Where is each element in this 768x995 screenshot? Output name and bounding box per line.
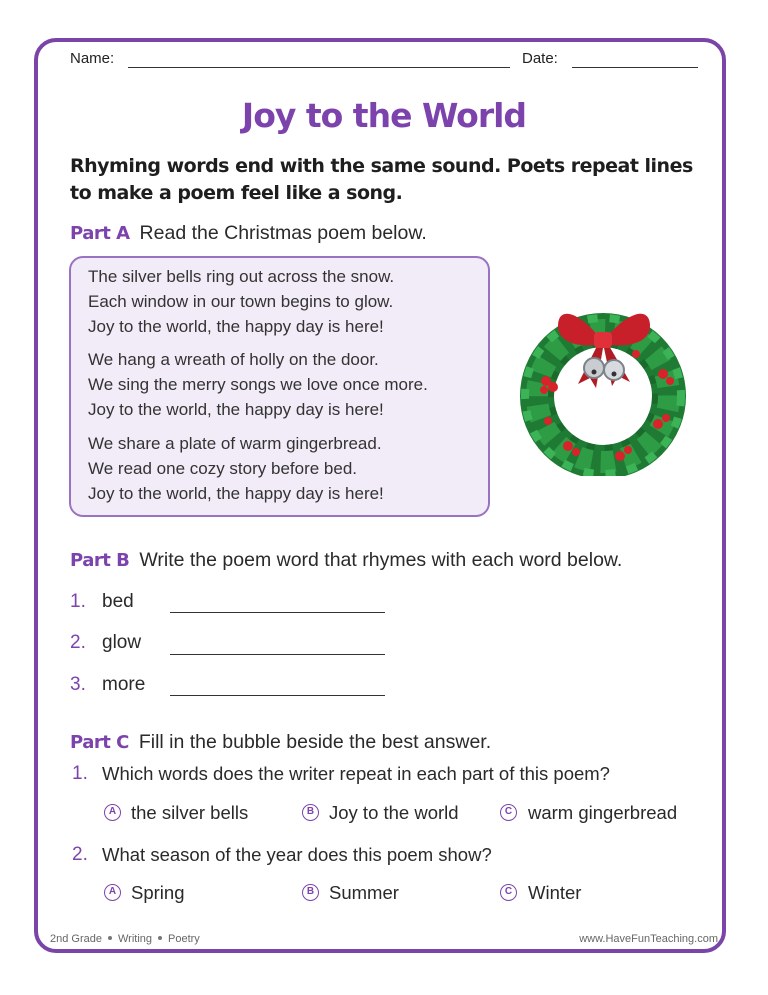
separator-dot <box>108 936 112 940</box>
date-field[interactable] <box>572 67 698 68</box>
question-text: What season of the year does this poem show? <box>102 844 492 865</box>
poem-line: We share a plate of warm gingerbread. <box>88 434 382 453</box>
answer-line[interactable] <box>170 612 385 613</box>
christmas-wreath-icon <box>508 296 698 476</box>
date-label: Date: <box>522 50 558 67</box>
poem-line: We read one cozy story before bed. <box>88 459 358 478</box>
answer-option: Joy to the world <box>329 802 459 823</box>
poem-line: Joy to the world, the happy day is here! <box>88 317 384 336</box>
answer-option: warm gingerbread <box>528 802 678 823</box>
part-c-heading <box>70 731 491 754</box>
poem-line: We sing the merry songs we love once more. <box>88 375 428 394</box>
answer-bubble[interactable]: C <box>500 884 517 901</box>
question-number: 1. <box>72 763 88 784</box>
part-a-heading <box>70 222 427 245</box>
poem-line: The silver bells ring out across the snow. <box>88 267 395 286</box>
footer-grade: 2nd Grade <box>50 933 102 945</box>
rhyme-word: bed <box>102 591 134 612</box>
part-b-heading <box>70 549 622 572</box>
part-c-instruction: Fill in the bubble beside the best answer. <box>138 731 492 753</box>
question-number: 2. <box>72 844 88 865</box>
rhyme-word: more <box>102 674 146 695</box>
answer-option: Spring <box>131 882 185 903</box>
part-a-label: Part A <box>70 223 130 244</box>
answer-bubble[interactable]: A <box>104 884 121 901</box>
answer-bubble[interactable]: B <box>302 884 319 901</box>
answer-option: Winter <box>528 882 582 903</box>
answer-option: the silver bells <box>131 802 249 823</box>
name-label: Name: <box>70 50 115 67</box>
poem-line: Joy to the world, the happy day is here! <box>88 400 384 419</box>
footer-subject: Writing <box>117 933 153 945</box>
question-text: Which words does the writer repeat in each part of this poem? <box>102 763 610 784</box>
name-field[interactable] <box>128 67 510 68</box>
poem-line: Joy to the world, the happy day is here! <box>88 484 384 503</box>
answer-bubble[interactable]: B <box>302 804 319 821</box>
footer-site: www.HaveFunTeaching.com <box>579 933 718 945</box>
answer-line[interactable] <box>170 654 385 655</box>
item-number: 3. <box>70 674 86 695</box>
item-number: 2. <box>70 632 86 653</box>
part-b-instruction: Write the poem word that rhymes with each word below. <box>139 549 623 571</box>
intro-text: Rhyming words end with the same sound. Poets repeat lines to make a poem feel like a song. <box>70 155 693 204</box>
answer-line[interactable] <box>170 695 385 696</box>
poem-line: We hang a wreath of holly on the door. <box>88 350 379 369</box>
answer-option: Summer <box>329 882 399 903</box>
page-title: Joy to the World <box>241 96 527 135</box>
part-b-label: Part B <box>70 550 130 571</box>
part-a-instruction: Read the Christmas poem below. <box>139 222 427 244</box>
answer-bubble[interactable]: C <box>500 804 517 821</box>
part-c-label: Part C <box>70 732 129 753</box>
separator-dot <box>158 936 162 940</box>
item-number: 1. <box>70 591 86 612</box>
footer-topic: Poetry <box>168 933 200 945</box>
poem-line: Each window in our town begins to glow. <box>88 292 394 311</box>
rhyme-word: glow <box>102 632 142 653</box>
answer-bubble[interactable]: A <box>104 804 121 821</box>
footer-tags <box>50 933 200 945</box>
